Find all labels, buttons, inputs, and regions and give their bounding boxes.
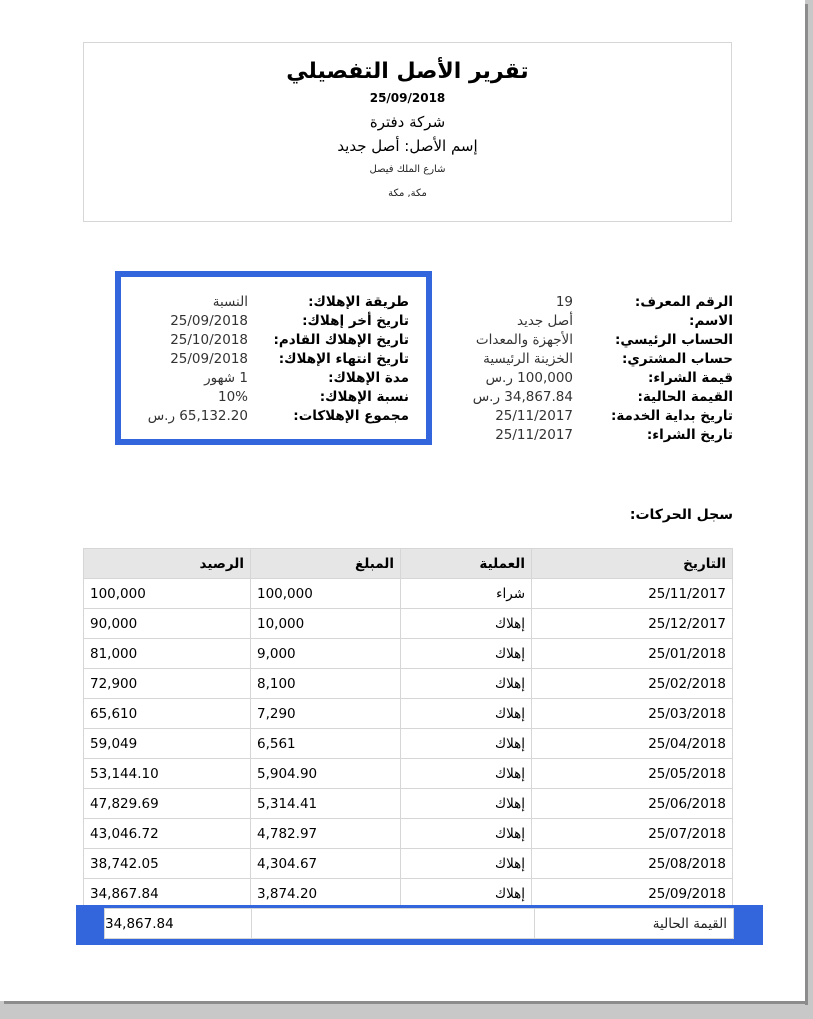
- asset-info-row: [440, 332, 733, 351]
- depreciation-info-value: 65,132.20 ر.س: [147, 408, 248, 424]
- depreciation-info-row: [124, 351, 409, 370]
- cell-amount: 4,782.97: [251, 819, 401, 849]
- depreciation-info-row: [124, 408, 409, 427]
- cell-balance: 53,144.10: [84, 759, 251, 789]
- table-header-row: [84, 549, 733, 579]
- asset-info-label: حساب المشتري:: [622, 351, 733, 367]
- depreciation-info-label: طريقة الإهلاك:: [308, 294, 409, 310]
- current-value-label: القيمة الحالية: [652, 916, 727, 932]
- cell-balance: 38,742.05: [84, 849, 251, 879]
- movements-table: [83, 548, 733, 909]
- cell-operation: إهلاك: [401, 729, 532, 759]
- cell-balance: 90,000: [84, 609, 251, 639]
- depreciation-info-row: [124, 370, 409, 389]
- table-row: [84, 759, 733, 789]
- cell-balance: 100,000: [84, 579, 251, 609]
- cell-amount: 8,100: [251, 669, 401, 699]
- depreciation-info-value: 25/09/2018: [170, 351, 248, 367]
- table-row: [84, 819, 733, 849]
- asset-info-label: تاريخ بداية الخدمة:: [610, 408, 733, 424]
- table-row: [84, 879, 733, 909]
- cell-date: 25/05/2018: [532, 759, 733, 789]
- cell-amount: 100,000: [251, 579, 401, 609]
- cell-date: 25/03/2018: [532, 699, 733, 729]
- depreciation-info-value: 1 شهور: [204, 370, 248, 386]
- asset-info-value: 25/11/2017: [495, 408, 573, 424]
- asset-info-row: [440, 427, 733, 446]
- cell-balance: 72,900: [84, 669, 251, 699]
- depreciation-info-value: 10%: [217, 389, 248, 405]
- report-date: 25/09/2018: [369, 91, 446, 105]
- asset-info-label: الاسم:: [689, 313, 733, 329]
- depreciation-info-row: [124, 313, 409, 332]
- depreciation-info-row: [124, 332, 409, 351]
- table-row: [84, 639, 733, 669]
- table-row: [84, 579, 733, 609]
- column-header-operation: العملية: [401, 549, 532, 579]
- table-row: [84, 849, 733, 879]
- asset-info-value: أصل جديد: [516, 313, 573, 329]
- cell-date: 25/09/2018: [532, 879, 733, 909]
- asset-info-label: القيمة الحالية:: [637, 389, 733, 405]
- asset-info-label: تاريخ الشراء:: [646, 427, 733, 443]
- table-row: [84, 669, 733, 699]
- asset-info-label: الرقم المعرف:: [634, 294, 733, 310]
- cell-operation: إهلاك: [401, 609, 532, 639]
- cell-date: 25/04/2018: [532, 729, 733, 759]
- depreciation-info-value: 25/09/2018: [170, 313, 248, 329]
- address-line-1: شارع الملك فيصل: [369, 164, 446, 175]
- cell-operation: إهلاك: [401, 639, 532, 669]
- asset-info-label: قيمة الشراء:: [647, 370, 733, 386]
- asset-info-value: 100,000 ر.س: [485, 370, 573, 386]
- cell-operation: إهلاك: [401, 879, 532, 909]
- cell-date: 25/12/2017: [532, 609, 733, 639]
- depreciation-info-label: تاريخ أخر إهلاك:: [302, 313, 409, 329]
- page-shadow: [4, 1001, 808, 1004]
- current-value-row: [104, 908, 734, 939]
- cell-balance: 59,049: [84, 729, 251, 759]
- column-header-date: التاريخ: [532, 549, 733, 579]
- asset-info-value: الأجهزة والمعدات: [475, 332, 573, 348]
- cell-date: 25/07/2018: [532, 819, 733, 849]
- depreciation-info-label: نسبة الإهلاك:: [319, 389, 409, 405]
- cell-amount: 3,874.20: [251, 879, 401, 909]
- cell-balance: 43,046.72: [84, 819, 251, 849]
- cell-date: 25/02/2018: [532, 669, 733, 699]
- cell-date: 25/01/2018: [532, 639, 733, 669]
- asset-info-value: 34,867.84 ر.س: [472, 389, 573, 405]
- depreciation-info-label: تاريخ انتهاء الإهلاك:: [278, 351, 409, 367]
- asset-info-value: الخزينة الرئيسية: [483, 351, 573, 367]
- asset-info-row: [440, 351, 733, 370]
- depreciation-info-label: مجموع الإهلاكات:: [293, 408, 409, 424]
- current-value-amount: 34,867.84: [105, 916, 174, 932]
- asset-info-row: [440, 408, 733, 427]
- cell-operation: إهلاك: [401, 669, 532, 699]
- cell-date: 25/11/2017: [532, 579, 733, 609]
- cell-amount: 4,304.67: [251, 849, 401, 879]
- cell-balance: 81,000: [84, 639, 251, 669]
- asset-info-value: 25/11/2017: [495, 427, 573, 443]
- cell-amount: 7,290: [251, 699, 401, 729]
- asset-info-value: 19: [555, 294, 573, 310]
- cell-amount: 10,000: [251, 609, 401, 639]
- depreciation-info-value: النسبة: [212, 294, 248, 310]
- cell-amount: 6,561: [251, 729, 401, 759]
- depreciation-info-label: تاريخ الإهلاك القادم:: [273, 332, 409, 348]
- cell-operation: إهلاك: [401, 789, 532, 819]
- asset-info-label: الحساب الرئيسي:: [615, 332, 733, 348]
- asset-info-row: [440, 294, 733, 313]
- depreciation-info-row: [124, 389, 409, 408]
- cell-amount: 5,314.41: [251, 789, 401, 819]
- depreciation-info-value: 25/10/2018: [170, 332, 248, 348]
- table-row: [84, 729, 733, 759]
- column-header-balance: الرصيد: [84, 549, 251, 579]
- cell-balance: 47,829.69: [84, 789, 251, 819]
- cell-date: 25/08/2018: [532, 849, 733, 879]
- cell-amount: 9,000: [251, 639, 401, 669]
- table-row: [84, 609, 733, 639]
- asset-info-row: [440, 370, 733, 389]
- report-title: تقرير الأصل التفصيلي: [286, 59, 529, 84]
- cell-amount: 5,904.90: [251, 759, 401, 789]
- table-row: [84, 789, 733, 819]
- movements-title: سجل الحركات:: [629, 507, 733, 523]
- cell-operation: إهلاك: [401, 759, 532, 789]
- cell-operation: إهلاك: [401, 819, 532, 849]
- cell-date: 25/06/2018: [532, 789, 733, 819]
- column-header-amount: المبلغ: [251, 549, 401, 579]
- company-name: شركة دفترة: [369, 113, 446, 131]
- current-value-empty-cell: [251, 909, 535, 938]
- asset-info-row: [440, 389, 733, 408]
- depreciation-info-row: [124, 294, 409, 313]
- address-line-2: مكة, مكة: [388, 188, 427, 199]
- report-header: [83, 42, 732, 222]
- page-shadow: [805, 4, 808, 1005]
- asset-info-row: [440, 313, 733, 332]
- cell-operation: شراء: [401, 579, 532, 609]
- cell-operation: إهلاك: [401, 699, 532, 729]
- depreciation-info-label: مدة الإهلاك:: [328, 370, 409, 386]
- cell-balance: 65,610: [84, 699, 251, 729]
- cell-operation: إهلاك: [401, 849, 532, 879]
- asset-name: إسم الأصل: أصل جديد: [337, 137, 478, 155]
- table-row: [84, 699, 733, 729]
- cell-balance: 34,867.84: [84, 879, 251, 909]
